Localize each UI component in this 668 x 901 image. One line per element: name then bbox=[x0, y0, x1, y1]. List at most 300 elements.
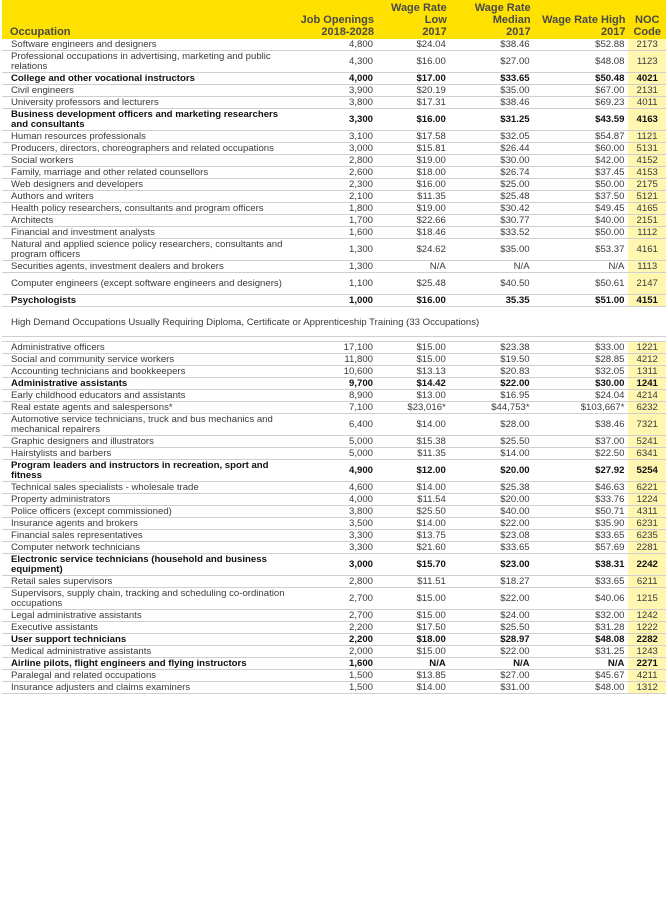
table-row bbox=[2, 634, 666, 646]
wage-high-cell: $37.45 bbox=[534, 167, 629, 179]
job-openings-cell: 3,300 bbox=[293, 530, 377, 542]
occupation-cell: Social workers bbox=[2, 155, 293, 167]
table-row bbox=[2, 143, 666, 155]
wage-low-cell: $17.50 bbox=[377, 622, 450, 634]
job-openings-cell: 17,100 bbox=[293, 342, 377, 354]
wage-high-cell: $50.48 bbox=[534, 73, 629, 85]
wage-low-cell: $14.42 bbox=[377, 378, 450, 390]
wage-high-cell: $52.88 bbox=[534, 39, 629, 51]
noc-code-cell: 4151 bbox=[628, 295, 666, 307]
job-openings-cell: 1,500 bbox=[293, 670, 377, 682]
wage-low-cell: $25.48 bbox=[377, 273, 450, 295]
wage-high-cell: $33.65 bbox=[534, 576, 629, 588]
wage-high-cell: $50.61 bbox=[534, 273, 629, 295]
wage-median-cell: $33.65 bbox=[450, 542, 534, 554]
wage-low-cell: $17.31 bbox=[377, 97, 450, 109]
occupation-cell: Executive assistants bbox=[2, 622, 293, 634]
noc-code-cell: 4163 bbox=[628, 109, 666, 131]
table-row bbox=[2, 530, 666, 542]
table-row bbox=[2, 482, 666, 494]
table-row bbox=[2, 203, 666, 215]
wage-low-cell: $25.50 bbox=[377, 506, 450, 518]
noc-code-cell: 4311 bbox=[628, 506, 666, 518]
header-noc-code: NOC Code bbox=[628, 0, 666, 39]
wage-median-cell: $25.38 bbox=[450, 482, 534, 494]
table-row bbox=[2, 460, 666, 482]
wage-median-cell: $25.00 bbox=[450, 179, 534, 191]
wage-median-cell: $16.95 bbox=[450, 390, 534, 402]
occupation-cell: Accounting technicians and bookkeepers bbox=[2, 366, 293, 378]
table-row bbox=[2, 155, 666, 167]
job-openings-cell: 1,500 bbox=[293, 682, 377, 694]
noc-code-cell: 6232 bbox=[628, 402, 666, 414]
header-wage-high: Wage Rate High 2017 bbox=[534, 0, 629, 39]
occupation-cell: Airline pilots, flight engineers and flying instructors bbox=[2, 658, 293, 670]
noc-code-cell: 1243 bbox=[628, 646, 666, 658]
table-header bbox=[2, 0, 666, 39]
table-row bbox=[2, 97, 666, 109]
noc-code-cell: 1312 bbox=[628, 682, 666, 694]
wage-median-cell: $38.46 bbox=[450, 97, 534, 109]
job-openings-cell: 2,000 bbox=[293, 646, 377, 658]
table-row bbox=[2, 366, 666, 378]
occupation-cell: Human resources professionals bbox=[2, 131, 293, 143]
wage-low-cell: $15.00 bbox=[377, 646, 450, 658]
wage-low-cell: $14.00 bbox=[377, 482, 450, 494]
occupation-cell: Property administrators bbox=[2, 494, 293, 506]
job-openings-cell: 10,600 bbox=[293, 366, 377, 378]
wage-low-cell: $16.00 bbox=[377, 295, 450, 307]
table-row bbox=[2, 179, 666, 191]
table-row bbox=[2, 390, 666, 402]
occupation-cell: Graphic designers and illustrators bbox=[2, 436, 293, 448]
table-row bbox=[2, 273, 666, 295]
table-row bbox=[2, 109, 666, 131]
wage-high-cell: $67.00 bbox=[534, 85, 629, 97]
wage-low-cell: $15.38 bbox=[377, 436, 450, 448]
job-openings-cell: 3,800 bbox=[293, 506, 377, 518]
wage-low-cell: $16.00 bbox=[377, 179, 450, 191]
table-row bbox=[2, 215, 666, 227]
wage-median-cell: $23.38 bbox=[450, 342, 534, 354]
wage-high-cell: $51.00 bbox=[534, 295, 629, 307]
occupation-cell: Family, marriage and other related counsellors bbox=[2, 167, 293, 179]
noc-code-cell: 1221 bbox=[628, 342, 666, 354]
wage-median-cell: N/A bbox=[450, 658, 534, 670]
wage-median-cell: $30.77 bbox=[450, 215, 534, 227]
noc-code-cell: 1215 bbox=[628, 588, 666, 610]
diploma-occupations-body bbox=[2, 342, 666, 694]
table-row bbox=[2, 378, 666, 390]
occupation-cell: Program leaders and instructors in recreation, sport and fitness bbox=[2, 460, 293, 482]
wage-high-cell: $38.46 bbox=[534, 414, 629, 436]
occupation-cell: Paralegal and related occupations bbox=[2, 670, 293, 682]
noc-code-cell: 4021 bbox=[628, 73, 666, 85]
job-openings-cell: 9,700 bbox=[293, 378, 377, 390]
wage-median-cell: $20.83 bbox=[450, 366, 534, 378]
wage-high-cell: $33.00 bbox=[534, 342, 629, 354]
table-row bbox=[2, 354, 666, 366]
occupation-cell: College and other vocational instructors bbox=[2, 73, 293, 85]
wage-high-cell: $24.04 bbox=[534, 390, 629, 402]
noc-code-cell: 1222 bbox=[628, 622, 666, 634]
noc-code-cell: 6235 bbox=[628, 530, 666, 542]
job-openings-cell: 5,000 bbox=[293, 448, 377, 460]
noc-code-cell: 1311 bbox=[628, 366, 666, 378]
header-job-openings: Job Openings 2018-2028 bbox=[293, 0, 377, 39]
wage-low-cell: $21.60 bbox=[377, 542, 450, 554]
job-openings-cell: 4,800 bbox=[293, 39, 377, 51]
job-openings-cell: 3,500 bbox=[293, 518, 377, 530]
wage-median-cell: $18.27 bbox=[450, 576, 534, 588]
noc-code-cell: 2242 bbox=[628, 554, 666, 576]
noc-code-cell: 1242 bbox=[628, 610, 666, 622]
wage-low-cell: $13.00 bbox=[377, 390, 450, 402]
wage-median-cell: 35.35 bbox=[450, 295, 534, 307]
table-row bbox=[2, 402, 666, 414]
noc-code-cell: 4161 bbox=[628, 239, 666, 261]
wage-high-cell: $53.37 bbox=[534, 239, 629, 261]
noc-code-cell: 2282 bbox=[628, 634, 666, 646]
job-openings-cell: 2,200 bbox=[293, 634, 377, 646]
wage-low-cell: $11.54 bbox=[377, 494, 450, 506]
job-openings-cell: 2,800 bbox=[293, 155, 377, 167]
section2-heading-body bbox=[2, 307, 666, 342]
wage-high-cell: $33.76 bbox=[534, 494, 629, 506]
wage-median-cell: $30.42 bbox=[450, 203, 534, 215]
wage-median-cell: $35.00 bbox=[450, 239, 534, 261]
noc-code-cell: 4165 bbox=[628, 203, 666, 215]
wage-low-cell: $15.00 bbox=[377, 342, 450, 354]
job-openings-cell: 3,000 bbox=[293, 143, 377, 155]
occupation-cell: Social and community service workers bbox=[2, 354, 293, 366]
wage-low-cell: $13.75 bbox=[377, 530, 450, 542]
wage-high-cell: $103,667* bbox=[534, 402, 629, 414]
occupation-cell: Insurance adjusters and claims examiners bbox=[2, 682, 293, 694]
table-row bbox=[2, 682, 666, 694]
wage-low-cell: $24.04 bbox=[377, 39, 450, 51]
occupation-cell: Psychologists bbox=[2, 295, 293, 307]
section-heading-row bbox=[2, 307, 666, 337]
job-openings-cell: 2,700 bbox=[293, 610, 377, 622]
job-openings-cell: 8,900 bbox=[293, 390, 377, 402]
wage-median-cell: $23.00 bbox=[450, 554, 534, 576]
table-row bbox=[2, 261, 666, 273]
occupation-cell: Early childhood educators and assistants bbox=[2, 390, 293, 402]
wage-low-cell: N/A bbox=[377, 658, 450, 670]
job-openings-cell: 1,600 bbox=[293, 227, 377, 239]
occupation-cell: Legal administrative assistants bbox=[2, 610, 293, 622]
occupation-cell: Natural and applied science policy researchers, consultants and program officers bbox=[2, 239, 293, 261]
job-openings-cell: 4,000 bbox=[293, 494, 377, 506]
occupation-cell: Supervisors, supply chain, tracking and scheduling co-ordination occupations bbox=[2, 588, 293, 610]
wage-high-cell: $49.45 bbox=[534, 203, 629, 215]
table-row bbox=[2, 51, 666, 73]
job-openings-cell: 3,100 bbox=[293, 131, 377, 143]
table-row bbox=[2, 554, 666, 576]
wage-median-cell: $25.48 bbox=[450, 191, 534, 203]
wage-low-cell: $15.81 bbox=[377, 143, 450, 155]
wage-low-cell: $12.00 bbox=[377, 460, 450, 482]
wage-median-cell: $31.25 bbox=[450, 109, 534, 131]
wage-high-cell: $42.00 bbox=[534, 155, 629, 167]
table-row bbox=[2, 576, 666, 588]
wage-high-cell: $45.67 bbox=[534, 670, 629, 682]
wage-low-cell: $15.00 bbox=[377, 588, 450, 610]
wage-median-cell: $33.65 bbox=[450, 73, 534, 85]
table-row bbox=[2, 191, 666, 203]
occupation-cell: User support technicians bbox=[2, 634, 293, 646]
wage-low-cell: $15.00 bbox=[377, 354, 450, 366]
wage-low-cell: $18.00 bbox=[377, 167, 450, 179]
noc-code-cell: 5254 bbox=[628, 460, 666, 482]
occupation-cell: Financial sales representatives bbox=[2, 530, 293, 542]
wage-median-cell: $27.00 bbox=[450, 670, 534, 682]
wage-low-cell: $14.00 bbox=[377, 518, 450, 530]
occupation-cell: Insurance agents and brokers bbox=[2, 518, 293, 530]
occupation-cell: Medical administrative assistants bbox=[2, 646, 293, 658]
wage-high-cell: $40.00 bbox=[534, 215, 629, 227]
table-row bbox=[2, 239, 666, 261]
table-row bbox=[2, 448, 666, 460]
wage-median-cell: $28.00 bbox=[450, 414, 534, 436]
table-row bbox=[2, 588, 666, 610]
wage-median-cell: $35.00 bbox=[450, 85, 534, 97]
wage-high-cell: $50.00 bbox=[534, 227, 629, 239]
section-heading: High Demand Occupations Usually Requiring Diploma, Certificate or Apprenticeship Training (33 Occupations) bbox=[2, 307, 666, 337]
wage-low-cell: $14.00 bbox=[377, 682, 450, 694]
wage-median-cell: $14.00 bbox=[450, 448, 534, 460]
occupation-cell: Administrative officers bbox=[2, 342, 293, 354]
wage-high-cell: $30.00 bbox=[534, 378, 629, 390]
job-openings-cell: 1,600 bbox=[293, 658, 377, 670]
wage-median-cell: $25.50 bbox=[450, 622, 534, 634]
occupation-cell: Retail sales supervisors bbox=[2, 576, 293, 588]
header-wage-median: Wage Rate Median 2017 bbox=[450, 0, 534, 39]
noc-code-cell: 5241 bbox=[628, 436, 666, 448]
job-openings-cell: 2,200 bbox=[293, 622, 377, 634]
wage-high-cell: $22.50 bbox=[534, 448, 629, 460]
table-row bbox=[2, 131, 666, 143]
noc-code-cell: 4211 bbox=[628, 670, 666, 682]
noc-code-cell: 2271 bbox=[628, 658, 666, 670]
wage-median-cell: $22.00 bbox=[450, 646, 534, 658]
wage-low-cell: $24.62 bbox=[377, 239, 450, 261]
wage-high-cell: $43.59 bbox=[534, 109, 629, 131]
job-openings-cell: 6,400 bbox=[293, 414, 377, 436]
occupation-cell: Securities agents, investment dealers and brokers bbox=[2, 261, 293, 273]
occupation-cell: Technical sales specialists - wholesale trade bbox=[2, 482, 293, 494]
job-openings-cell: 1,100 bbox=[293, 273, 377, 295]
wage-median-cell: $44,753* bbox=[450, 402, 534, 414]
noc-code-cell: 2175 bbox=[628, 179, 666, 191]
wage-high-cell: $48.08 bbox=[534, 51, 629, 73]
wage-median-cell: N/A bbox=[450, 261, 534, 273]
wage-median-cell: $27.00 bbox=[450, 51, 534, 73]
noc-code-cell: 7321 bbox=[628, 414, 666, 436]
header-occupation: Occupation bbox=[2, 0, 293, 39]
wage-low-cell: $18.46 bbox=[377, 227, 450, 239]
job-openings-cell: 1,000 bbox=[293, 295, 377, 307]
occupation-cell: Computer network technicians bbox=[2, 542, 293, 554]
job-openings-cell: 2,800 bbox=[293, 576, 377, 588]
wage-median-cell: $24.00 bbox=[450, 610, 534, 622]
job-openings-cell: 3,900 bbox=[293, 85, 377, 97]
noc-code-cell: 6341 bbox=[628, 448, 666, 460]
job-openings-cell: 4,000 bbox=[293, 73, 377, 85]
header-wage-low: Wage Rate Low 2017 bbox=[377, 0, 450, 39]
page-bottom bbox=[0, 893, 668, 901]
noc-code-cell: 1113 bbox=[628, 261, 666, 273]
noc-code-cell: 1241 bbox=[628, 378, 666, 390]
job-openings-cell: 2,700 bbox=[293, 588, 377, 610]
wage-median-cell: $40.00 bbox=[450, 506, 534, 518]
noc-code-cell: 5121 bbox=[628, 191, 666, 203]
table-row bbox=[2, 542, 666, 554]
noc-code-cell: 2151 bbox=[628, 215, 666, 227]
job-openings-cell: 2,100 bbox=[293, 191, 377, 203]
job-openings-cell: 7,100 bbox=[293, 402, 377, 414]
job-openings-cell: 3,300 bbox=[293, 542, 377, 554]
wage-low-cell: $15.00 bbox=[377, 610, 450, 622]
wage-low-cell: $16.00 bbox=[377, 51, 450, 73]
table-row bbox=[2, 436, 666, 448]
table-row bbox=[2, 658, 666, 670]
wage-low-cell: $11.51 bbox=[377, 576, 450, 588]
noc-code-cell: 2173 bbox=[628, 39, 666, 51]
wage-median-cell: $30.00 bbox=[450, 155, 534, 167]
table-row bbox=[2, 227, 666, 239]
wage-high-cell: $37.00 bbox=[534, 436, 629, 448]
table-row bbox=[2, 73, 666, 85]
occupation-cell: Hairstylists and barbers bbox=[2, 448, 293, 460]
wage-high-cell: $54.87 bbox=[534, 131, 629, 143]
wage-median-cell: $22.00 bbox=[450, 378, 534, 390]
wage-high-cell: N/A bbox=[534, 658, 629, 670]
wage-low-cell: $20.19 bbox=[377, 85, 450, 97]
wage-high-cell: $48.00 bbox=[534, 682, 629, 694]
noc-code-cell: 1121 bbox=[628, 131, 666, 143]
wage-low-cell: $19.00 bbox=[377, 203, 450, 215]
table-row bbox=[2, 622, 666, 634]
wage-median-cell: $40.50 bbox=[450, 273, 534, 295]
wage-median-cell: $28.97 bbox=[450, 634, 534, 646]
wage-low-cell: $11.35 bbox=[377, 191, 450, 203]
job-openings-cell: 4,300 bbox=[293, 51, 377, 73]
wage-high-cell: $37.50 bbox=[534, 191, 629, 203]
wage-low-cell: $13.85 bbox=[377, 670, 450, 682]
job-openings-cell: 4,900 bbox=[293, 460, 377, 482]
wage-low-cell: $17.00 bbox=[377, 73, 450, 85]
wage-low-cell: $14.00 bbox=[377, 414, 450, 436]
wage-median-cell: $23.08 bbox=[450, 530, 534, 542]
table-row bbox=[2, 494, 666, 506]
occupation-cell: Architects bbox=[2, 215, 293, 227]
noc-code-cell: 2131 bbox=[628, 85, 666, 97]
wage-high-cell: $32.00 bbox=[534, 610, 629, 622]
noc-code-cell: 1112 bbox=[628, 227, 666, 239]
job-openings-cell: 1,700 bbox=[293, 215, 377, 227]
noc-code-cell: 6231 bbox=[628, 518, 666, 530]
noc-code-cell: 5131 bbox=[628, 143, 666, 155]
wage-median-cell: $22.00 bbox=[450, 518, 534, 530]
university-occupations-body bbox=[2, 39, 666, 307]
occupation-cell: Professional occupations in advertising, marketing and public relations bbox=[2, 51, 293, 73]
table-row bbox=[2, 670, 666, 682]
occupation-cell: Software engineers and designers bbox=[2, 39, 293, 51]
occupation-cell: Administrative assistants bbox=[2, 378, 293, 390]
wage-median-cell: $22.00 bbox=[450, 588, 534, 610]
wage-high-cell: $40.06 bbox=[534, 588, 629, 610]
wage-median-cell: $31.00 bbox=[450, 682, 534, 694]
noc-code-cell: 4152 bbox=[628, 155, 666, 167]
wage-low-cell: N/A bbox=[377, 261, 450, 273]
wage-high-cell: $57.69 bbox=[534, 542, 629, 554]
occupation-cell: Real estate agents and salespersons* bbox=[2, 402, 293, 414]
job-openings-cell: 2,600 bbox=[293, 167, 377, 179]
table-row bbox=[2, 85, 666, 97]
occupation-cell: Authors and writers bbox=[2, 191, 293, 203]
wage-median-cell: $38.46 bbox=[450, 39, 534, 51]
wage-high-cell: $69.23 bbox=[534, 97, 629, 109]
wage-low-cell: $22.66 bbox=[377, 215, 450, 227]
wage-median-cell: $20.00 bbox=[450, 460, 534, 482]
occupation-cell: Business development officers and marketing researchers and consultants bbox=[2, 109, 293, 131]
job-openings-cell: 3,300 bbox=[293, 109, 377, 131]
table-row bbox=[2, 414, 666, 436]
wage-high-cell: $32.05 bbox=[534, 366, 629, 378]
wage-low-cell: $17.58 bbox=[377, 131, 450, 143]
noc-code-cell: 4212 bbox=[628, 354, 666, 366]
table-row bbox=[2, 39, 666, 51]
noc-code-cell: 1224 bbox=[628, 494, 666, 506]
table-row bbox=[2, 295, 666, 307]
job-openings-cell: 1,800 bbox=[293, 203, 377, 215]
wage-high-cell: $60.00 bbox=[534, 143, 629, 155]
wage-median-cell: $19.50 bbox=[450, 354, 534, 366]
occupation-cell: Civil engineers bbox=[2, 85, 293, 97]
occupation-cell: Health policy researchers, consultants and program officers bbox=[2, 203, 293, 215]
wage-high-cell: N/A bbox=[534, 261, 629, 273]
wage-median-cell: $32.05 bbox=[450, 131, 534, 143]
wage-high-cell: $35.90 bbox=[534, 518, 629, 530]
wage-median-cell: $26.74 bbox=[450, 167, 534, 179]
job-openings-cell: 5,000 bbox=[293, 436, 377, 448]
wage-high-cell: $46.63 bbox=[534, 482, 629, 494]
job-openings-cell: 2,300 bbox=[293, 179, 377, 191]
wage-high-cell: $28.85 bbox=[534, 354, 629, 366]
wage-high-cell: $31.28 bbox=[534, 622, 629, 634]
wage-high-cell: $33.65 bbox=[534, 530, 629, 542]
wage-high-cell: $50.71 bbox=[534, 506, 629, 518]
table-row bbox=[2, 342, 666, 354]
noc-code-cell: 6211 bbox=[628, 576, 666, 588]
table-row bbox=[2, 610, 666, 622]
wage-low-cell: $11.35 bbox=[377, 448, 450, 460]
wage-low-cell: $18.00 bbox=[377, 634, 450, 646]
noc-code-cell: 6221 bbox=[628, 482, 666, 494]
table-row bbox=[2, 518, 666, 530]
wage-low-cell: $13.13 bbox=[377, 366, 450, 378]
occupation-cell: Financial and investment analysts bbox=[2, 227, 293, 239]
wage-low-cell: $23,016* bbox=[377, 402, 450, 414]
job-openings-cell: 4,600 bbox=[293, 482, 377, 494]
noc-code-cell: 4153 bbox=[628, 167, 666, 179]
noc-code-cell: 1123 bbox=[628, 51, 666, 73]
job-openings-cell: 1,300 bbox=[293, 239, 377, 261]
job-openings-cell: 1,300 bbox=[293, 261, 377, 273]
wage-median-cell: $20.00 bbox=[450, 494, 534, 506]
